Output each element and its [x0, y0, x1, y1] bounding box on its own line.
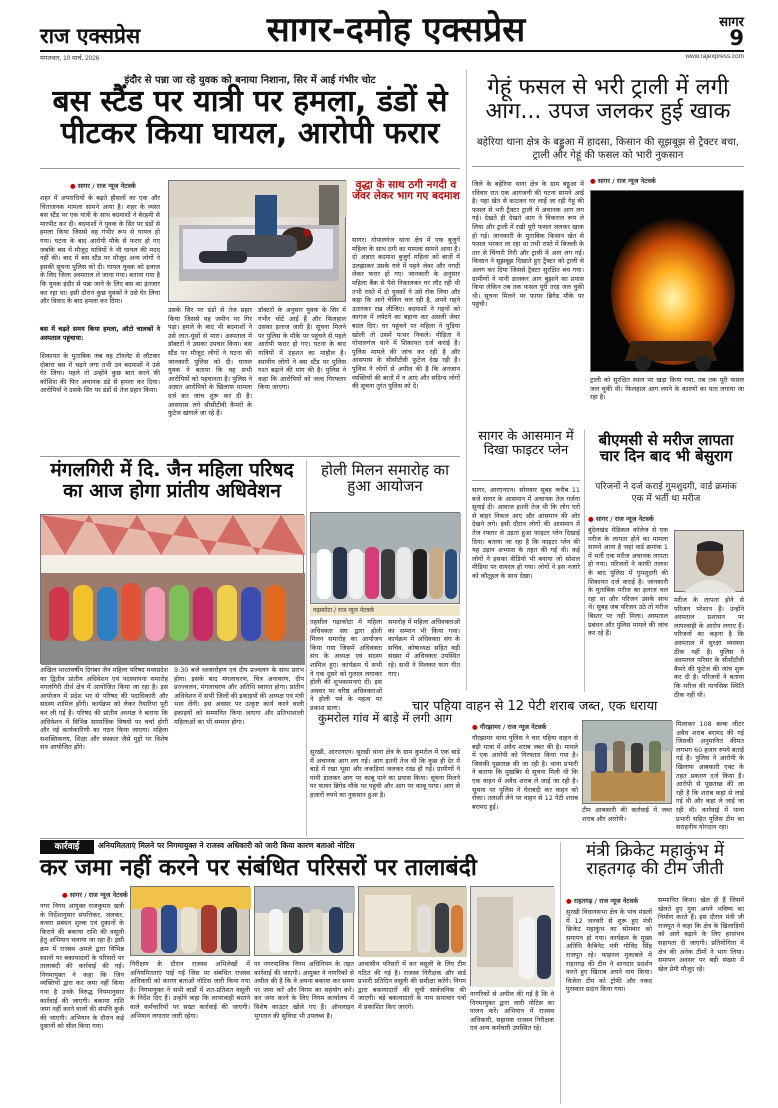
bima-body2: मरीज के लापता होने से परिजन परेशान हैं। उन्होंने अस्पताल प्रशासन पर लापरवाही के आरोप लगाए हैं। परिजनों का कहना है कि अस्पताल में सुरक्षा व्यवस्था ठीक नहीं है। पुलिस ने अस्पताल परिसर के सीसीटीवी कैमरे की फुटेज की जांच शुरू कर दी है। परिजनों ने बताया कि मरीज की मानसिक स्थिति ठीक नहीं थी। — [674, 596, 744, 699]
trolley-fire-image — [591, 191, 745, 373]
fire-photo — [590, 190, 744, 372]
plane-body: सागर, आरएनएन। सोमवार सुबह करीब 11 बजे सागर के आसमान में अचानक तेज गर्जना सुनाई दी। आवाज इतनी तेज थी कि लोग घरों से बाहर निकल आए और आसमान की ओर देखने लगे। इसी दौरान लोगों की आसमान में तेज रफ्तार से उड़ता हुआ फाइटर प्लेन दिखाई दिया। बताया जा रहा है कि फाइटर प्लेन की यह उड़ान अभ्यास के तहत की गई थी। कई लोगों ने इसका वीडियो भी बनाया जो सोशल मीडिया पर वायरल हो गया। लोगों ने इस नजारे को कौतूहल के साथ देखा। — [472, 486, 580, 580]
bottom-section-rule — [40, 838, 744, 839]
missing-person-photo — [674, 530, 744, 592]
sharab-body2: मिलाकर 108 बल्क लीटर अवैध शराब बरामद की गई जिसकी अनुमानित कीमत लगभग 60 हजार रुपये बताई गई है। पुलिस ने आरोपी के खिलाफ आबकारी एक्ट के तहत प्रकरण दर्ज किया है। आरोपी से पूछताछ की जा रही है कि शराब कहां से लाई गई थी और कहां ले जाई जा रही थी। कार्रवाई में थाना प्रभारी सहित पुलिस टीम का सराहनीय योगदान रहा। — [676, 720, 744, 832]
mangalgiri-headline: मंगलगिरी में दि. जैन महिला परिषद का आज होगा प्रांतीय अधिवेशन — [50, 459, 294, 502]
talabandi-photo3 — [358, 886, 466, 956]
bima-headline: बीएमसी से मरीज लापता चार दिन बाद भी बेसुराग — [598, 431, 734, 466]
edition-title: सागर-दमोह एक्सप्रेस — [266, 10, 526, 50]
gehun-rule — [472, 166, 744, 167]
seized-liquor-image — [583, 721, 673, 805]
lead-byline: ● सागर / राज न्यूज नेटवर्क — [70, 181, 190, 191]
lead-col3: डॉक्टरों के अनुसार युवक के सिर में गंभीर चोटें आई हैं और फिलहाल उसका इलाज जारी है। सूचना मिलने पर पुलिस के मौके पर पहुंचने से पहले आरोपी फरार हो गए। घटना के बाद यात्रियों में दहशत का माहौल है। स्थानीय लोगों ने बस स्टैंड पर पुलिस गश्त बढ़ाने की मांग की है। पुलिस ने कहा कि आरोपियों को जल्द गिरफ्तार किया जाएगा। — [258, 306, 346, 392]
brand-name: राज एक्सप्रेस — [40, 24, 141, 48]
thagi-body: सागर। गोपालगंज थाना क्षेत्र में एक बुजुर्ग महिला के साथ ठगी का मामला सामने आया है। दो अज्ञात बदमाश बुजुर्ग महिला को बातों में उलझाकर उसके गले में पहने जेवर और नगदी लेकर फरार हो गए। जानकारी के अनुसार महिला बैंक से पैसे निकालकर घर लौट रही थी तभी रास्ते में दो युवकों ने उसे रोक लिया और कहा कि आगे चेकिंग चल रही है, अपने गहने उतारकर रख लीजिए। बदमाशों ने गहनों को कागज में लपेटने का बहाना कर असली जेवर बदल दिए। घर पहुंचने पर महिला ने पुड़िया खोली तो उसमें पत्थर निकले। पीड़िता ने गोपालगंज थाने में शिकायत दर्ज कराई है। पुलिस मामले की जांच कर रही है और आसपास के सीसीटीवी फुटेज देख रही है। पुलिस ने लोगों से अपील की है कि अनजान व्यक्तियों की बातों में न आएं और संदिग्ध लोगों की सूचना तुरंत पुलिस को दें। — [352, 236, 460, 391]
sharab-caption: टीम आबकारी की कार्रवाई में जब्त शराब और आरोपी। — [582, 806, 672, 823]
gehun-deck: बहेरिया थाना क्षेत्र के बड्डुआ में हादसा, किसान की सूझबूझ से ट्रैक्टर बचा, ट्राली और गेहूं की फसल को भारी नुकसान — [476, 137, 740, 161]
holi-caption: गढ़ाकोटा / राज न्यूज नेटवर्क — [310, 605, 460, 616]
gehun-body: जिले के बहेरिया थाना क्षेत्र के ग्राम बड्डुआ में रविवार रात एक आगजनी की घटना सामने आई है। यहां खेत से काटकर घर लाई जा रही गेहूं की फसल से भरी ट्रैक्टर ट्राली में अचानक आग लग गई। देखते ही देखते आग ने विकराल रूप ले लिया और ट्राली में रखी पूरी फसल जलकर खाक हो गई। जानकारी के मुताबिक किसान खेत से फसल भरकर ला रहा था तभी रास्ते में बिजली के तार से चिंगारी गिरी और ट्राली में आग लग गई। किसान ने सूझबूझ दिखाते हुए ट्रैक्टर को ट्राली से अलग कर दिया जिससे ट्रैक्टर सुरक्षित बच गया। ग्रामीणों ने पानी डालकर आग बुझाने का प्रयास किया लेकिन तब तक फसल पूरी तरह जल चुकी थी। सूचना मिलने पर फायर ब्रिगेड मौके पर पहुंची। — [472, 180, 584, 309]
sharab-headline: चार पहिया वाहन से 12 पेटी शराब जब्त, एक धराया — [412, 699, 658, 714]
thagi-headline: वृद्धा के साथ ठगी नगदी व जेवर लेकर भाग गए बदमाश — [352, 179, 460, 203]
lead-col1: शहर में अपराधियों के बढ़ते हौसलों का एक और चिंताजनक मामला सामने आया है। शहर के व्यस्त बस स्टैंड पर एक यात्री के साथ बदमाशों ने बेरहमी से मारपीट कर दी। बदमाशों ने युवक के सिर पर डंडों से हमला किया जिससे वह गंभीर रूप से घायल हो गया। घटना के बाद आरोपी मौके से फरार हो गए जबकि बस में मौजूद यात्रियों ने भी घायल की मदद नहीं की। बाद में बस स्टैंड पर मौजूद अन्य लोगों ने इसकी सूचना पुलिस को दी। घायल युवक को इलाज के लिए जिला अस्पताल ले जाया गया। बताया गया है कि युवक इंदौर से पन्ना जाने के लिए बस का इंतजार कर रहा था। इसी दौरान कुछ युवकों ने उसे घेर लिया और विवाद के बाद हमला कर दिया। — [40, 194, 160, 306]
col-rule-1 — [466, 70, 467, 690]
lead-col1b: शिकायत के मुताबिक जब वह टॉयलेट से लौटकर दोबारा बस में चढ़ने लगा तभी उन बदमाशों ने उसे घेर लिया। पहले तो उन्होंने कुछ बात करने की कोशिश की फिर अचानक डंडे से हमला कर दिया। आरोपियों ने उसके सिर पर डंडों से तेज प्रहार किया। — [40, 352, 160, 395]
lead-rule — [40, 168, 460, 169]
sharab-photo — [582, 720, 672, 804]
talabandi-body2: निरीक्षण के दौरान राजस्व अभिलेखों में अनियमितताएं पाई गईं जिस पर संबंधित राजस्व अधिकारी को कारण बताओ नोटिस जारी किया गया है। निगमायुक्त ने सभी वार्डों में शत-प्रतिशत वसूली के निर्देश दिए हैं। उन्होंने कहा कि लापरवाही बरतने वाले कर्मचारियों पर सख्त कार्रवाई की जाएगी। अभियान लगातार जारी रहेगा। — [130, 960, 250, 1020]
cricket-body: सुरखी विधानसभा क्षेत्र के पांच मंडलों में 12 जनवरी से शुरू हुए मंत्री क्रिकेट महाकुंभ का सोमवार को समापन हो गया। कार्यक्रम के मुख्य अतिथि कैबिनेट मंत्री गोविंद सिंह राजपूत रहे। फाइनल मुकाबले में राहतगढ़ की टीम ने शानदार प्रदर्शन करते हुए खिताब अपने नाम किया। विजेता टीम को ट्रॉफी और नकद पुरस्कार प्रदान किया गया। — [566, 908, 652, 994]
masthead-rule — [40, 50, 744, 52]
officials-visit-image — [255, 887, 355, 957]
cricket-headline: मंत्री क्रिकेट महाकुंभ में राहतगढ़ की टीम जीती — [585, 841, 725, 880]
masthead — [0, 0, 778, 62]
patient-portrait — [675, 531, 745, 593]
mangalgiri-body: अखिल भारतवर्षीय दिगंबर जैन महिला परिषद मध्यप्रदेश का द्वितीय प्रांतीय अधिवेशन एवं पदस्थापना समारोह मंगलगिरी तीर्थ क्षेत्र में आयोजित किया जा रहा है। इस आयोजन में प्रदेश भर से परिषद की पदाधिकारी और सदस्य शामिल होंगी। कार्यक्रम को लेकर तैयारियां पूरी कर ली गई हैं। परिषद की प्रांतीय अध्यक्ष ने बताया कि अधिवेशन में विभिन्न सामाजिक विषयों पर चर्चा होगी और नई कार्यकारिणी का गठन किया जाएगा। महिला सशक्तिकरण, शिक्षा और संस्कार जैसे मुद्दों पर विशेष सत्र आयोजित होंगे। — [40, 666, 168, 752]
talabandi-body4: आवासीय परिसरों में कर वसूली के लिए टीम गठित की गई है। राजस्व निरीक्षक और वार्ड प्रभारी प्रतिदिन वसूली की समीक्षा करेंगे। निगम द्वारा बकायादारों की सूची सार्वजनिक की जाएगी। बड़े बकायादारों के नाम समाचार पत्रों में प्रकाशित किए जाएंगे। — [358, 960, 466, 1011]
holi-body2: समारोह में महिला अधिवक्ताओं का सम्मान भी किया गया। कार्यक्रम में अधिवक्ता संघ के सचिव, कोषाध्यक्ष सहित बड़ी संख्या में अधिवक्ता उपस्थित रहे। सभी ने मिलकर फाग गीत गाए। — [388, 618, 460, 678]
lead-subhead: बस में चढ़ते समय किया हमला, ऑटो चालकों ने अस्पताल पहुंचाया: — [40, 325, 160, 342]
sharab-body: गौरझामर थाना पुलिस ने चार पहिया वाहन से बड़ी मात्रा में अवैध शराब जब्त की है। मामले में एक आरोपी को गिरफ्तार किया गया है। जिसकी पूछताछ की जा रही है। थाना प्रभारी ने बताया कि मुखबिर से सूचना मिली थी कि एक वाहन में अवैध शराब ले जाई जा रही है। सूचना पर पुलिस ने घेराबंदी कर वाहन को रोका। तलाशी लेने पर वाहन से 12 पेटी शराब बरामद हुई। — [472, 734, 578, 811]
plane-rule — [472, 480, 580, 481]
talabandi-body: नगर निगम आयुक्त राजकुमार खत्री के निर्देशानुसार संपत्तिकर, जलकर, कचरा प्रबंधन शुल्क एवं दुकानों के किराये की बकाया राशि की वसूली हेतु अभियान चलाया जा रहा है। इसी क्रम में राजस्व अमले द्वारा विभिन्न स्थानों पर बकायादारों के परिसरों पर तालाबंदी की कार्रवाई की गई। निगमायुक्त ने कहा कि जिन व्यक्तियों द्वारा कर जमा नहीं किया गया है उनके विरुद्ध नियमानुसार कार्रवाई की जाएगी। बकाया राशि जमा नहीं करने वालों की संपत्ति कुर्क की जाएगी। अभियान के दौरान कई दुकानों को सील किया गया। — [40, 902, 124, 1031]
talabandi-body3: पर नगरपालिक निगम अधिनियम के तहत कार्रवाई की जाएगी। आयुक्त ने नागरिकों से अपील की है कि वे अपना बकाया कर समय पर जमा करें और निगम का सहयोग करें। कर जमा करने के लिए निगम कार्यालय में विशेष काउंटर खोले गए हैं। ऑनलाइन भुगतान की सुविधा भी उपलब्ध है। — [254, 960, 354, 1020]
holi-body: तहसील गढ़ाकोटा में महिला अधिवक्ता संघ द्वारा होली मिलन समारोह का आयोजन किया गया जिसमें अधिवक्ता संघ के अध्यक्ष एवं सदस्य शामिल हुए। कार्यक्रम में सभी ने एक दूसरे को गुलाल लगाकर होली की शुभकामनाएं दीं। इस अवसर पर वरिष्ठ अधिवक्ताओं ने होली पर्व के महत्व पर प्रकाश डाला। — [310, 618, 382, 712]
mid-rule — [40, 456, 460, 457]
cricket-divider — [560, 842, 561, 1104]
sealed-premises-image — [359, 887, 467, 957]
talabandi-photo4 — [470, 886, 554, 986]
gehun-caption: ट्राली को सुरक्षित स्थान पर खड़ा किया गया, तब तक पूरी फसल जल चुकी थी। फिलहाल आग लगने के कारणों का पता लगाया जा रहा है। — [590, 376, 744, 402]
talabandi-photo1 — [130, 886, 250, 956]
col-rule-2 — [306, 460, 307, 836]
cricket-body2: सम्मानित किया। खेल ही हैं जिसमें खेलते हुए युवा अपने भविष्य का निर्माण करते हैं। इस दौरान मंत्री जी राजपूत ने कहा कि क्षेत्र के खिलाड़ियों को आगे बढ़ाने के लिए हरसंभव सहायता दी जाएगी। प्रतियोगिता में क्षेत्र की अनेक टीमों ने भाग लिया। समापन अवसर पर बड़ी संख्या में खेल प्रेमी मौजूद रहे। — [658, 896, 744, 973]
lead-kicker: इंदौर से पन्ना जा रहे युवक को बनाया निशाना, सिर में आई गंभीर चोट — [124, 75, 376, 86]
bima-deck: परिजनों ने दर्ज कराई गुमशुदगी, वार्ड क्रमांक एक में भर्ती था मरीज — [595, 482, 737, 504]
issue-date: मंगलवार, 10 मार्च, 2026 — [40, 55, 100, 62]
kumrol-body: सुरखी, आरएनएन। सुरखी थाना क्षेत्र के ग्राम कुमरोल में एक बाड़े में अचानक आग लग गई। आग इतनी तेज थी कि कुछ ही देर में बाड़े में रखा भूसा और लकड़ियां जलकर राख हो गईं। ग्रामीणों ने पानी डालकर आग पर काबू पाने का प्रयास किया। सूचना मिलने पर फायर ब्रिगेड मौके पर पहुंची और आग पर काबू पाया। आग से हजारों रुपये का नुकसान हुआ है। — [310, 748, 460, 799]
cricket-byline: ● राहतगढ़ / राज न्यूज नेटवर्क — [566, 896, 678, 906]
col-rule-3 — [584, 430, 585, 692]
kumrol-headline: कुमरोल गांव में बाड़े में लगी आग — [318, 711, 452, 725]
mangalgiri-photo — [40, 514, 304, 664]
talabandi-kicker: अनियमितताएं मिलने पर निगमायुक्त ने राजस्व अधिकारी को जारी किया कारण बताओ नोटिस — [98, 841, 355, 850]
talabandi-body5: नागरिकों से अपील की गई है कि वे निगमायुक्त द्वारा जारी नोटिस का पालन करें। अभियान में राजस्व अधिकारी, सहायक राजस्व निरीक्षक एवं अन्य कर्मचारी उपस्थित रहे। — [470, 990, 554, 1033]
website: www.rajexpress.com — [685, 53, 744, 60]
talabandi-headline: कर जमा नहीं करने पर संबंधित परिसरों पर तालाबंदी — [40, 855, 477, 881]
gehun-byline: ● सागर / राज न्यूज नेटवर्क — [590, 176, 744, 186]
holi-photo — [310, 512, 460, 604]
mangalgiri-body2: 9:30 बजे ध्वजारोहण एवं दीप प्रज्वलन के साथ प्रारंभ होगा। इसके बाद मंगलाचरण, चित्र अनावरण, दीप प्रज्ज्वलन, मंगलाचरण और अतिथि स्वागत होगा। प्रांतीय अधिवेशन में सभी जिलों की इकाइयों की अध्यक्ष एवं मंत्री भाग लेंगी। इस अवसर पर उत्कृष्ट कार्य करने वाली इकाइयों को सम्मानित किया जाएगा और प्रतिभाशाली महिलाओं का भी सम्मान होगा। — [174, 666, 304, 726]
gehun-headline: गेहूं फसल से भरी ट्राली में लगी आग... उपज जलकर हुई खाक — [485, 75, 731, 124]
shop-sealing-image — [131, 887, 251, 957]
women-conference-image — [41, 515, 305, 665]
city-name: सागर — [719, 15, 744, 30]
bima-body: बुंदेलखंड मेडिकल कॉलेज से एक मरीज के लापता होने का मामला सामने आया है जहां वार्ड क्रमांक 1 में भर्ती एक मरीज अचानक लापता हो गया। परिजनों ने काफी तलाश के बाद पुलिस में गुमशुदगी की शिकायत दर्ज कराई है। जानकारी के मुताबिक मरीज का इलाज चल रहा था और परिजन उसके साथ थे। सुबह जब परिजन उठे तो मरीज बिस्तर पर नहीं मिला। अस्पताल प्रबंधन और पुलिस मामले की जांच कर रहे हैं। — [588, 526, 668, 638]
talabandi-photo2 — [254, 886, 354, 956]
lead-photo — [168, 180, 346, 302]
holi-group-image — [311, 513, 461, 605]
holi-headline: होली मिलन समारोह का हुआ आयोजन — [321, 461, 449, 496]
page-number: 9 — [729, 26, 744, 50]
building-notice-image — [471, 887, 555, 987]
bima-byline: ● सागर / राज न्यूज नेटवर्क — [588, 514, 744, 524]
lead-headline: बस स्टैंड पर यात्री पर हमला, डंडों से पीटकर किया घायल, आरोपी फरार — [52, 84, 448, 152]
talabandi-byline: ● सागर / राज न्यूज नेटवर्क — [62, 890, 172, 900]
sharab-byline: ● गौरझामर / राज न्यूज नेटवर्क — [472, 722, 582, 732]
plane-headline: सागर के आसमान में दिखा फाइटर प्लेन — [478, 429, 574, 459]
action-badge: कार्रवाई — [40, 840, 94, 854]
hospital-patient-image — [169, 181, 347, 303]
lead-col2: उसके सिर पर डंडों से तेज प्रहार किया जिससे वह जमीन पर गिर पड़ा। हमले के बाद भी बदमाशों ने उसे लात-घूंसों से मारा। अस्पताल में डॉक्टरों ने उसका उपचार किया। बस स्टैंड पर मौजूद लोगों ने घटना की जानकारी पुलिस को दी। घायल युवक ने बताया कि वह सभी आरोपियों को पहचानता है। पुलिस ने अज्ञात आरोपियों के खिलाफ मामला दर्ज कर जांच शुरू कर दी है। आसपास लगे सीसीटीवी कैमरों के फुटेज खंगाले जा रहे हैं। — [168, 306, 252, 418]
